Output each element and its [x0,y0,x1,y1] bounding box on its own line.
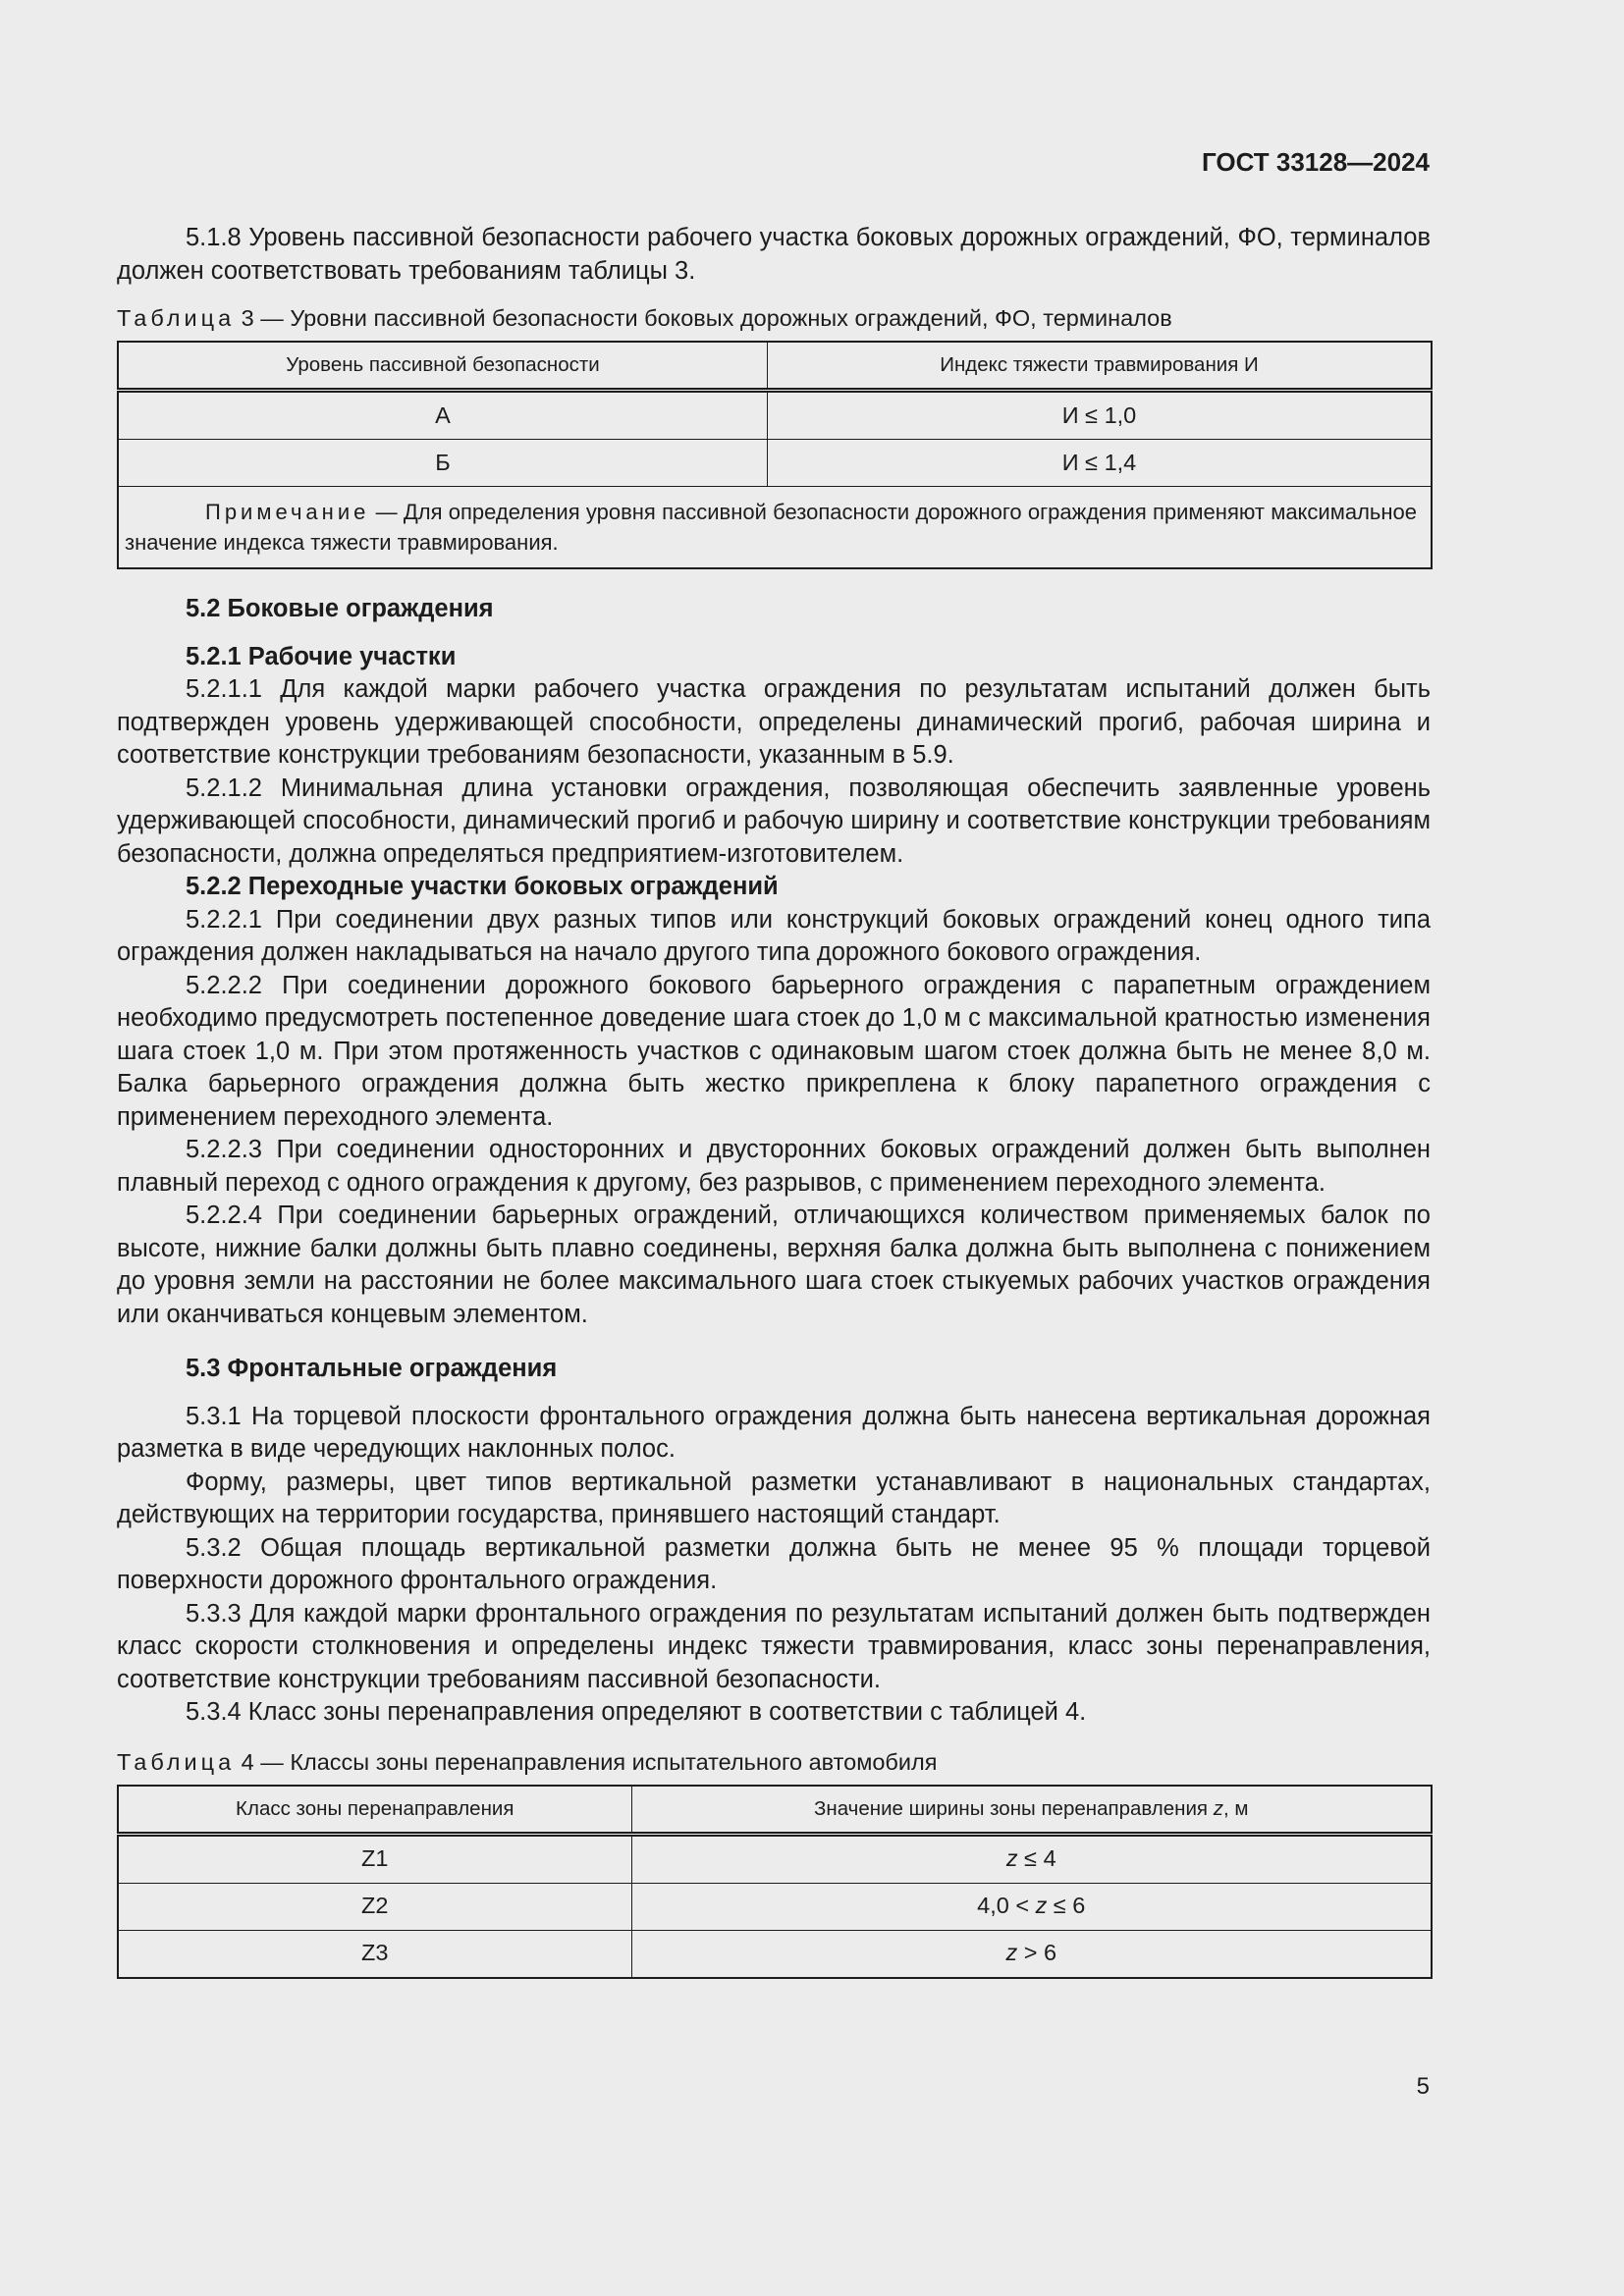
document-id: ГОСТ 33128—2024 [1202,147,1430,177]
table-4 [117,1785,1433,1979]
paragraph-5-3-2: 5.3.2 Общая площадь вертикальной разметки должна быть не менее 95 % площади торцевой поверхности дорожного фронтального ограждения. [117,1533,1431,1594]
table-row [118,391,1432,440]
paragraph-5-2-1-2: 5.2.1.2 Минимальная длина установки ограждения, позволяющая обеспечить заявленные уровень удерживающей способности, динамический прогиб и рабочую ширину и соответствие конструкции требованиям безопасности, должна определяться предприятием-изготовителем. [117,774,1431,868]
table4-header-value: Значение ширины зоны перенаправления z, м [631,1786,1432,1835]
table-3 [117,341,1433,569]
heading-5-2-2: 5.2.2 Переходные участки боковых ограждений [186,873,779,900]
table3-header-index: Индекс тяжести травмирования И [768,342,1433,391]
table4-cell-class: Z2 [118,1883,631,1930]
heading-5-2-1: 5.2.1 Рабочие участки [186,642,457,670]
table3-caption-text: 3 — Уровни пассивной безопасности боковых дорожных ограждений, ФО, терминалов [235,305,1172,331]
table3-note-text: — Для определения уровня пассивной безопасности дорожного ограждения применяют максимальное значение индекса тяжести травмирования. [125,500,1417,555]
table3-note [118,487,1432,569]
paragraph-5-3-1-continued: Форму, размеры, цвет типов вертикальной разметки устанавливают в национальных стандартах, действующих на территории государства, принявшего настоящий стандарт. [117,1468,1431,1528]
table-row [118,440,1432,487]
table-row [118,1883,1432,1930]
table3-caption [117,303,1431,333]
paragraph-5-2-2-4: 5.2.2.4 При соединении барьерных ограждений, отличающихся количеством применяемых балок по высоте, нижние балки должны быть плавно соединены, верхняя балка должна быть выполнена с понижением до уровня земли на расстоянии не более максимального шага стоек стыкуемых рабочих участков ограждения или оканчиваться концевым элементом. [117,1201,1431,1328]
table4-cell-value: z ≤ 4 [631,1834,1432,1883]
table3-cell-level: А [118,391,768,440]
table-row [118,487,1432,569]
table4-cell-value: 4,0 < z ≤ 6 [631,1883,1432,1930]
paragraph-5-2-1-1: 5.2.1.1 Для каждой марки рабочего участка ограждения по результатам испытаний должен быть подтвержден уровень удерживающей способности, определены динамический прогиб, рабочая ширина и соответствие конструкции требованиям безопасности, указанным в 5.9. [117,675,1431,769]
heading-5-3: 5.3 Фронтальные ограждения [186,1355,558,1382]
table3-note-label: Примечание [205,500,370,524]
table3-cell-index: И ≤ 1,4 [768,440,1433,487]
heading-5-2: 5.2 Боковые ограждения [186,595,494,622]
table-row [118,1834,1432,1883]
table4-caption-text: 4 — Классы зоны перенаправления испытательного автомобиля [235,1748,938,1775]
table3-header-level: Уровень пассивной безопасности [118,342,768,391]
table4-header-class: Класс зоны перенаправления [118,1786,631,1835]
page-number: 5 [1416,2073,1430,2100]
table3-cell-level: Б [118,440,768,487]
table3-cell-index: И ≤ 1,0 [768,391,1433,440]
table4-cell-value: z > 6 [631,1930,1432,1978]
paragraph-5-3-1: 5.3.1 На торцевой плоскости фронтального ограждения должна быть нанесена вертикальная дорожная разметка в виде чередующих наклонных полос. [117,1402,1431,1463]
page-body [117,222,1431,1979]
table4-caption [117,1747,1431,1777]
table4-caption-label: Таблица [117,1748,236,1775]
table-row [118,1930,1432,1978]
table3-caption-label: Таблица [117,305,236,331]
paragraph-5-3-3: 5.3.3 Для каждой марки фронтального ограждения по результатам испытаний должен быть подтвержден класс скорости столкновения и определены индекс тяжести травмирования, класс зоны перенаправления, соответствие конструкции требованиям пассивной безопасности. [117,1599,1431,1693]
paragraph-5-1-8: 5.1.8 Уровень пассивной безопасности рабочего участка боковых дорожных ограждений, ФО, терминалов должен соответствовать требованиям таблицы 3. [117,224,1431,285]
table4-cell-class: Z3 [118,1930,631,1978]
paragraph-5-2-2-2: 5.2.2.2 При соединении дорожного бокового барьерного ограждения с парапетным ограждением необходимо предусмотреть постепенное доведение шага стоек до 1,0 м с максимальной кратностью изменения шага стоек 1,0 м. При этом протяженность участков с одинаковым шагом стоек должна быть не менее 8,0 м. Балка барьерного ограждения должна быть жестко прикреплена к блоку парапетного ограждения с применением переходного элемента. [117,971,1431,1131]
paragraph-5-3-4: 5.3.4 Класс зоны перенаправления определяют в соответствии с таблицей 4. [186,1698,1087,1726]
table4-cell-class: Z1 [118,1834,631,1883]
paragraph-5-2-2-1: 5.2.2.1 При соединении двух разных типов или конструкций боковых ограждений конец одного типа ограждения должен накладываться на начало другого типа дорожного бокового ограждения. [117,905,1431,966]
paragraph-5-2-2-3: 5.2.2.3 При соединении односторонних и двусторонних боковых ограждений должен быть выполнен плавный переход с одного ограждения к другому, без разрывов, с применением переходного элемента. [117,1136,1431,1197]
